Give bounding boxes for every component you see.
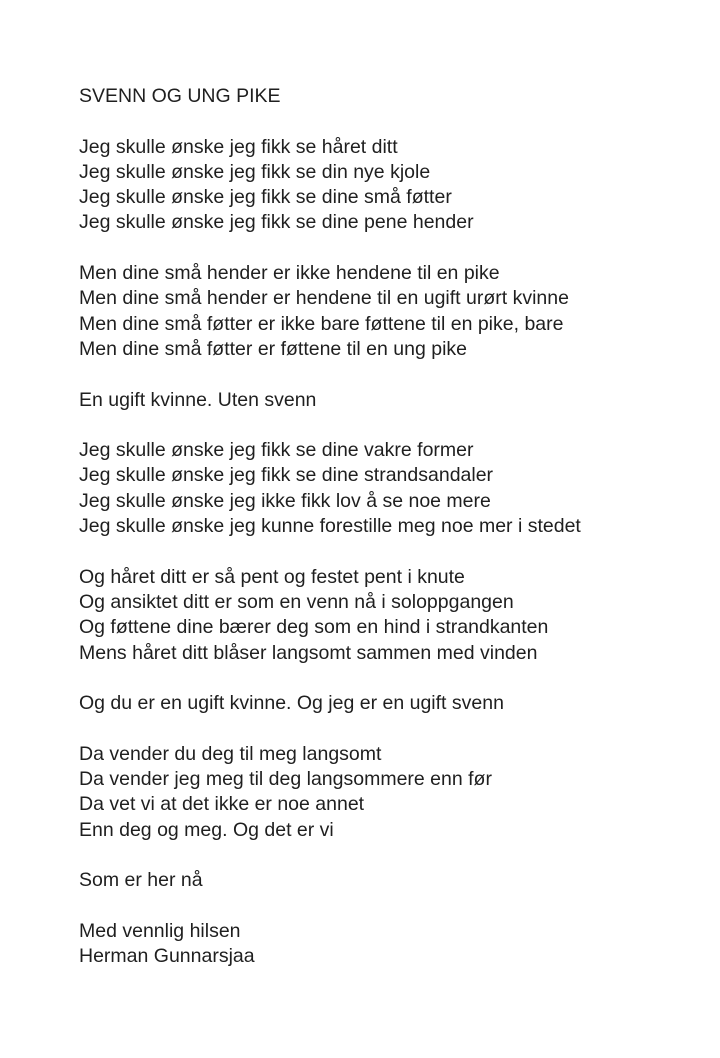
- poem-line: Mens håret ditt blåser langsomt sammen med vinden: [79, 641, 538, 664]
- poem-line: Men dine små føtter er føttene til en ung pike: [79, 337, 468, 360]
- closing-greeting: Med vennlig hilsen: [79, 919, 241, 942]
- stanza-6: [79, 691, 699, 716]
- stanza-4: [79, 438, 699, 539]
- stanza-gap: [79, 362, 699, 387]
- poem-line: Og håret ditt er så pent og festet pent i knute: [79, 565, 465, 588]
- stanza-gap: [79, 843, 699, 868]
- poem-line: Som er her nå: [79, 869, 203, 892]
- poem-line: Men dine små hender er ikke hendene til en pike: [79, 262, 500, 285]
- poem-line: Jeg skulle ønske jeg fikk se dine små føtter: [79, 186, 452, 209]
- poem-line: Men dine små hender er hendene til en ugift urørt kvinne: [79, 287, 569, 310]
- stanza-gap: [79, 716, 699, 741]
- poem-text: [79, 84, 699, 969]
- poem-line: Jeg skulle ønske jeg fikk se håret ditt: [79, 135, 398, 158]
- poem-line: Og føttene dine bærer deg som en hind i strandkanten: [79, 616, 549, 639]
- stanza-gap: [79, 666, 699, 691]
- closing: [79, 919, 699, 970]
- stanza-gap: [79, 109, 699, 134]
- stanza-2: [79, 261, 699, 362]
- stanza-gap: [79, 236, 699, 261]
- poem-line: Jeg skulle ønske jeg kunne forestille meg noe mer i stedet: [79, 515, 581, 538]
- poem-line: Da vender jeg meg til deg langsommere enn før: [79, 768, 492, 791]
- poem-line: Jeg skulle ønske jeg fikk se dine pene hender: [79, 211, 474, 234]
- stanza-5: [79, 565, 699, 666]
- stanza-1: [79, 135, 699, 236]
- poem-line: Men dine små føtter er ikke bare føttene til en pike, bare: [79, 312, 564, 335]
- poem-line: Og ansiktet ditt er som en venn nå i soloppgangen: [79, 590, 514, 613]
- poem-line: Enn deg og meg. Og det er vi: [79, 818, 334, 841]
- author-name: Herman Gunnarsjaa: [79, 945, 255, 968]
- stanza-gap: [79, 413, 699, 438]
- poem-line: Da vet vi at det ikke er noe annet: [79, 793, 365, 816]
- poem-line: Jeg skulle ønske jeg fikk se dine vakre former: [79, 439, 474, 462]
- stanza-7: [79, 742, 699, 843]
- poem-line: Jeg skulle ønske jeg fikk se dine strandsandaler: [79, 464, 494, 487]
- poem-line: Jeg skulle ønske jeg ikke fikk lov å se noe mere: [79, 489, 491, 512]
- poem-title: SVENN OG UNG PIKE: [79, 85, 281, 107]
- poem-line: En ugift kvinne. Uten svenn: [79, 388, 317, 411]
- stanza-gap: [79, 539, 699, 564]
- poem-line: Og du er en ugift kvinne. Og jeg er en ugift svenn: [79, 692, 504, 715]
- poem-line: Jeg skulle ønske jeg fikk se din nye kjole: [79, 160, 431, 183]
- stanza-3: [79, 388, 699, 413]
- stanza-8: [79, 868, 699, 893]
- poem-line: Da vender du deg til meg langsomt: [79, 742, 382, 765]
- stanza-gap: [79, 894, 699, 919]
